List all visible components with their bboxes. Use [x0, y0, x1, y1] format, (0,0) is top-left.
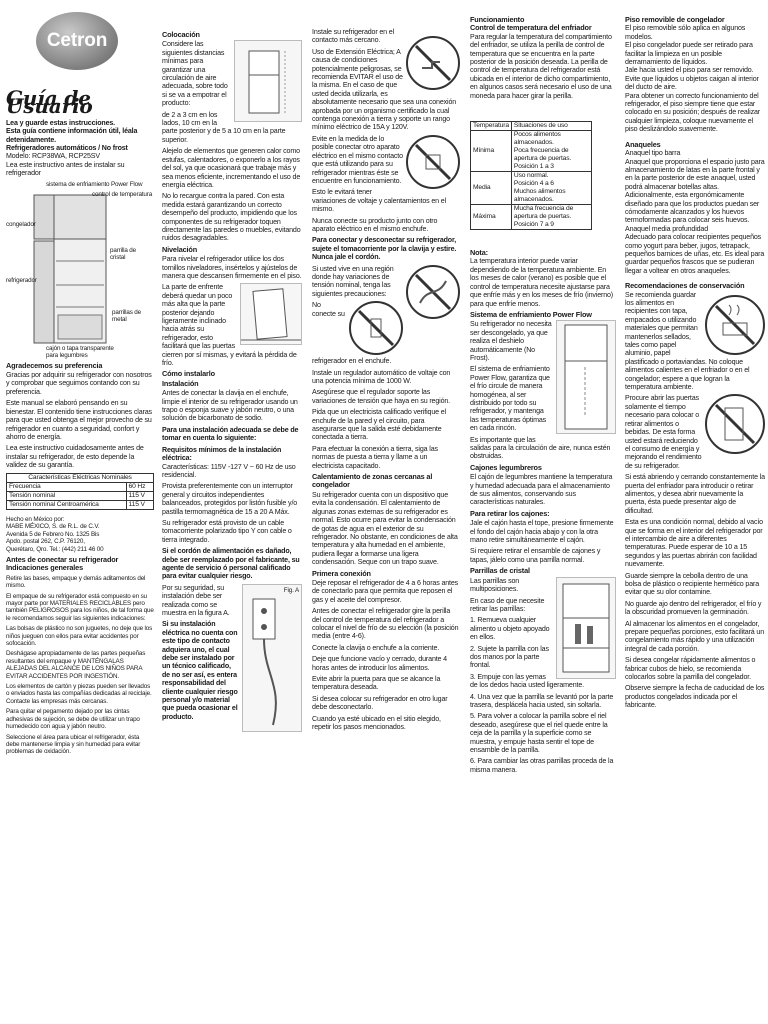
- intro-line: Lea y guarde estas instrucciones.: [6, 118, 115, 127]
- col3-para: Nunca conecte su producto junto con otro aparato eléctrico en el mismo enchufe.: [312, 216, 438, 233]
- calent-title: Calentamiento de zonas cercanas al congelador: [312, 472, 433, 490]
- col3-para: Evite en la medida de lo posible conectar otro aparato eléctrico en el mismo contacto que está utilizando para su refrigerador mientras éste se encuentre en funcionamiento.: [312, 134, 403, 185]
- colocacion-para: No lo recargue contra la pared. Con esta medida estará garantizando un correcto desempeño del producto, impidiendo que los componentes de su refrigerador toquen directamente las paredes o muebles, evitando ruidos desagradables.: [162, 192, 301, 243]
- recom-para: Se recomienda guardar los alimentos en recipientes con tapa, empacados o utilizando materiales que permitan mantenerlos sellados, tales como papel aluminio, papel plastificado o portaviandas. No coloque alimentos calientes en el enfriador o en el congelador; espere a que logran la temperatura ambiente.: [625, 290, 750, 392]
- piso-title: Piso removible de congelador: [625, 15, 725, 24]
- pf-para: Es importante que las salidas para la circulación de aire, nunca estén obstruidas.: [470, 435, 611, 461]
- table-row: Temperatura Situaciones de uso: [471, 122, 592, 131]
- parr-para: 6. Para cambiar las otras parrillas proceda de la misma manera.: [470, 757, 614, 774]
- column-2: [162, 0, 302, 1024]
- col3-para: Esto le evitará tener variaciones de voltaje y calentamientos en el mismo.: [312, 188, 447, 214]
- indic-title: Indicaciones generales: [6, 563, 84, 573]
- thanks-para: Este manual se elaboró pensando en su bienestar. El contenido tiene instrucciones claras para que usted obtenga el mejor provecho de su refrigerador en cuanto a seguridad, confort y ahorro de energía.: [6, 399, 152, 441]
- primera-para: Cuando ya esté ubicado en el sitio elegido, repetir los pasos mencionados.: [312, 714, 441, 732]
- retirar-para: Si requiere retirar el ensamble de cajones y tapas, jálelo como una parrilla normal.: [470, 547, 601, 564]
- col3-para: No conecte su refrigerador en el enchufe.: [312, 301, 392, 366]
- col3-para: Instale un regulador automático de voltaje con una potencia mínima de 1000 W.: [312, 368, 451, 385]
- table-row: Tensión nominal 115 V: [7, 491, 154, 500]
- cajon-para: El cajón de legumbres mantiene la temperatura y humedad adecuada para el almacenamiento de sus alimentos, conservando sus características naturales.: [470, 473, 613, 507]
- thanks-title: Agradecemos su preferencia: [6, 360, 103, 370]
- recom-title: Recomendaciones de conservación: [625, 281, 745, 291]
- cord-warning: Si el cordón de alimentación es dañado, debe ser reemplazado por el fabricante, su agente de servicio ó personal calificado para evitar cualquier riesgo.: [162, 547, 300, 581]
- outlet-figure: [242, 584, 302, 732]
- instalacion-title: Instalación: [162, 378, 199, 388]
- elec-table-caption: Características Eléctricas Nominales: [6, 473, 154, 482]
- parr-para: 5. Para volver a colocar la parrilla sobre el riel deseado, asegúrese que el riel quede entre la ceja de la parrilla y la superficie como se muestra, y empuje hasta sentir el tope de ensamble de la parrilla.: [470, 712, 608, 754]
- diagram-label: parrillas de metal: [112, 308, 141, 324]
- anaq-para: Adecuado para colocar recipientes pequeños como yogurt para beber, jugos, tetrapack, pequeños barnices de uñas, etc. Es ideal para guardar pequeños frascos que se pudieran llegar a voltear en otros anaqueles.: [625, 233, 765, 275]
- req-para: Provista preferentemente con un interruptor general y circuitos independientes balanceados, protegidos por listón fusible y/o pastilla termomagnética de 15 a 20 A Máx.: [162, 482, 298, 516]
- table-row: Máxima Mucha frecuencia de apertura de puertas. Posición 7 a 9: [471, 205, 592, 230]
- col3-para: Para efectuar la conexión a tierra, siga las normas de puesta a tierra y llame a un electricista capacitado.: [312, 444, 438, 470]
- colocacion-para: Alejelo de elementos que generen calor como estufas, calentadores, o exponerlo a los rayos del sol, ya que ocasionará que trabaje más y sea menos eficiente, incrementando el uso de energía eléctrica.: [162, 147, 301, 189]
- power-flow-figure: [556, 320, 616, 434]
- indic-para: Retire las bases, empaque y demás aditamentos del mismo.: [6, 574, 146, 590]
- col3-para: Pida que un electricista calificado verifique el enchufe de la pared y el circuito, para asegurarse que la salida esté debidamente conectada a tierra.: [312, 408, 446, 442]
- indic-para: Deshágase apropiadamente de las partes pequeñas resultantes del empaque y MANTÉNGALAS ALEJADAS DEL ALCANCE DE LOS NIÑOS PARA EVITAR ACCIDENTES POR INGESTIÓN.: [6, 650, 146, 680]
- thanks-para: Lea este instructivo cuidadosamente antes de instalar su refrigerador, de esto depende la validez de su garantía.: [6, 444, 144, 470]
- indic-para: Los elementos de cartón y piezas pueden ser llevados o enviados hasta las compañías dedicadas al reciclaje. Contacte las empresas más cercanas.: [6, 683, 152, 705]
- model-text: Modelo: RCP38WA, RCP25SV: [6, 152, 100, 161]
- retirar-title: Para retirar los cajones:: [470, 508, 550, 518]
- calent-para: Su refrigerador cuenta con un dispositivo que evita la condensación. El calentamiento de algunas zonas externas de su refrigerador es normal. Esto ocurre para evitar la condensación de gotas de agua en el exterior de su refrigerador. No obstante, en condiciones de alta temperatura y alta humedad en el ambiente, pudiera llegar a formarse una ligera condensación. Seque con un trapo suave.: [312, 490, 458, 567]
- req-title: Requisitos mínimos de la instalación eléctrica:: [162, 445, 282, 463]
- indic-para: Para quitar el pegamento dejado por las cintas adhesivas de sujeción, se debe de utilizar un trapo humedecido con agua y jabón neutro.: [6, 708, 140, 731]
- nivel-title: Nivelación: [162, 244, 197, 254]
- anaq-title: Anaqueles: [625, 139, 661, 149]
- ctrl-title: Control de temperatura del enfriador: [470, 23, 592, 33]
- primera-title: Primera conexión: [312, 568, 371, 578]
- seguridad-para: Por su seguridad, su instalación debe ser realizada como se muestra en la figura A.: [162, 583, 230, 617]
- table-row: Tensión nominal Centroamérica 115 V: [7, 500, 154, 509]
- parr-para: 2. Sujete la parrilla con las dos manos por la parte frontal.: [470, 644, 549, 670]
- column-3: [312, 0, 460, 1024]
- ctrl-para: Para regular la temperatura del compartimiento del enfriador, se utiliza la perilla de control de temperatura que se encuentra en la parte posterior de la posición deseada. La perilla de control de temperatura del refrigerador está ubicada en el interior de dicho compartimiento, en algunos casos será necesario el uso de una moneda para hacer girar la perilla.: [470, 32, 612, 100]
- parr-para: En caso de que necesite retirar las parrillas:: [470, 596, 545, 613]
- table-row: Mínima Pocos alimentos almacenados. Poca frecuencia de apertura de puertas. Posición 1 a 3: [471, 131, 592, 172]
- piso-para: Evite que líquidos u objetos caigan al interior del ducto de aire.: [625, 74, 759, 92]
- no-open-door-icon: [705, 394, 765, 454]
- recom-para: Procure abrir las puertas solamente el tiempo necesario para colocar o retirar alimentos o bebidas. De esta forma usted estará reduciendo el consumo de energía y mejorando el rendimiento de su refrigerador.: [625, 394, 702, 470]
- no-cuenta-para: Si su instalación eléctrica no cuenta con este tipo de contacto adquiera uno, el cual debe ser instalado por un técnico calificado, de no ser así, es entera responsabilidad del cliente cualquier riesgo personal y/o material que pueda ocasionar el producto.: [162, 620, 238, 721]
- elec-table: [6, 482, 154, 510]
- recom-para: Si está abriendo y cerrando constantemente la puerta del enfriador para introducir o retirar alimentos, y desea abrir nuevamente la puerta, ésta puede presentar algo de dificultad.: [625, 473, 765, 515]
- shelf-figure: [556, 577, 616, 679]
- fig-a-label: Fig. A: [283, 586, 299, 594]
- pf-para: Su refrigerador no necesita ser descongelado, ya que realiza el deshielo automáticamente (No Frost).: [470, 320, 552, 362]
- nivel-para: Para nivelar el refrigerador utilice los dos tornillos niveladores, insértelos y ajústelos de manera que descansen firmemente en el piso.: [162, 255, 302, 280]
- nivel-para: La parte de enfrente deberá quedar un poco más alta que la parte posterior dejando ligeramente inclinado hacia atrás su refrigerador, esto facilitará que las puertas cierren por sí mismas, y evitará la pérdida de frío.: [162, 283, 297, 368]
- recom-para: No guarde ajo dentro del refrigerador, el frío y la obscuridad promueven la germinación.: [625, 599, 762, 617]
- parr-title: Parrillas de cristal: [470, 566, 530, 576]
- column-4: [470, 0, 616, 1024]
- diagram-label: sistema de enfriamiento Power Flow: [46, 180, 143, 188]
- no-plug-icon: [349, 301, 403, 355]
- parr-para: Las parrillas son multiposiciones.: [470, 576, 520, 594]
- intro-line: Esta guía contiene información útil, léala detenidamente.: [6, 127, 138, 144]
- parr-para: 3. Empuje con las yemas de los dedos hacia usted ligeramente.: [470, 672, 584, 690]
- no-pull-cord-icon: [406, 265, 460, 319]
- indic-para: Las bolsas de plástico no son juguetes, no deje que los niños jueguen con ellos para evitar accidentes por sofocación.: [6, 625, 153, 648]
- anaq-para: Anaquel media profundidad: [625, 224, 709, 233]
- recom-para: Observe siempre la fecha de caducidad de los productos congelados indicada por el fabricante.: [625, 684, 765, 710]
- made-in-block: Hecho en México por: MABE MÉXICO, S. de R.L. de C.V. Avenida 5 de Febrero No. 1325 Bis Apdo. postal 262, C.P. 76120, Querétaro, Qro. Tel.: (442) 211 46 00: [6, 515, 104, 553]
- nota-title: Nota:: [470, 248, 488, 258]
- diagram-label: control de temperatura: [92, 190, 153, 198]
- req-para: Su refrigerador está provisto de un cable tomacorriente polarizado tipo Y con cable o tierra integrado.: [162, 518, 292, 544]
- instalacion-para: Antes de conectar la clavija en el enchufe, limpie el interior de su refrigerador usando un trapo o esponja suave y jabón neutro, o una solución de bicarbonato de sodio.: [162, 389, 298, 423]
- diagram-label: cajón o tapa transparente para legumbres: [46, 344, 114, 360]
- piso-para: El piso congelador puede ser retirado para facilitar la limpieza en un posible derramamiento de líquidos.: [625, 41, 753, 67]
- column-5: [625, 0, 765, 1024]
- colocacion-title: Colocación: [162, 30, 200, 39]
- colocacion-para: Considere las siguientes distancias mínimas para garantizar una circulación de aire adecuada, sobre todo si se va a empotrar el producto:: [162, 40, 228, 108]
- func-title: Funcionamiento: [470, 15, 525, 24]
- column-1: [6, 0, 154, 1024]
- thanks-para: Gracias por adquirir su refrigerador con nosotros y comprobar que seguimos contando con su preferencia.: [6, 371, 152, 396]
- recom-para: Guarde siempre la cebolla dentro de una bolsa de plástico o recipiente hermético para evitar que su olor contamine.: [625, 571, 760, 597]
- fridge-clearance-figure: [234, 40, 302, 122]
- col3-para: Instale su refrigerador en el contacto más cercano.: [312, 28, 395, 45]
- primera-para: Antes de conectar el refrigerador gire la perilla del control de temperatura del refrigerador a colocar el nivel de frío de su elección (la posición media (entre 4-6).: [312, 607, 459, 641]
- parr-para: 1. Remueva cualquier alimento u objeto apoyado en ellos.: [470, 616, 550, 642]
- req-text: Características: 115V -127 V ~ 60 Hz de uso residencial.: [162, 462, 296, 479]
- no-multiplug-icon: [406, 135, 460, 189]
- instalarlo-title: Cómo instalarlo: [162, 369, 215, 379]
- nota-para: La temperatura interior puede variar dependiendo de la temperatura ambiente. En los meses de calor (verano) es posible que el control de temperatura necesite ajustarse para que enfríe más y en los meses de frío (invierno) para que enfríe menos.: [470, 257, 614, 308]
- col3-para: Uso de Extensión Eléctrica; A causa de condiciones potencialmente peligrosas, se recomienda EVITAR el uso de la misma. En el caso de que usted decida utilizarla, es absolutamente necesario que sea una conexión aprobada por un organismo certificado la cual contenga conexión a tierra y soporte un rango mínimo eléctrico de 15A y 120V.: [312, 47, 457, 132]
- col3-para: Si usted vive en una región donde hay variaciones de tensión nominal, tenga las siguientes precauciones:: [312, 264, 394, 298]
- fridge-diagram: [6, 181, 154, 359]
- table-row: Frecuencia 60 Hz: [7, 482, 154, 491]
- primera-para: Si desea colocar su refrigerador en otro lugar debe desconectarlo.: [312, 694, 448, 712]
- col3-para: Para conectar y desconectar su refrigerador, sujete el tomacorriente por la clavija y estire. Nunca jale el cordón.: [312, 236, 457, 262]
- primera-para: Conecte la clavija o enchufe a la corriente.: [312, 643, 440, 652]
- parr-para: 4. Una vez que la parrilla se levantó por la parte trasera, desplácela hacia usted, sin soltarla.: [470, 692, 614, 709]
- diagram-label: refrigerador: [6, 276, 37, 284]
- retirar-para: Jale el cajón hasta el tope, presione firmemente el fondo del cajón hacia abajo y con la otra mano retire simultáneamente el cajón.: [470, 519, 614, 545]
- indic-para: El empaque de su refrigerador está compuesto en su mayor parte por MATERIALES RECICLABLES pero también PELIGROSOS para los niños, de tal forma que le recomendamos seguir las siguientes indicaciones:: [6, 592, 154, 622]
- recom-para: Esta es una condición normal, debido al vacío que se forma en el interior del refrigerador por el intercambio de aire a diferentes temperaturas. Puede esperar de 10 a 15 segundos y las puertas abrirán con facilidad nuevamente.: [625, 518, 763, 569]
- colocacion-para: de 2 a 3 cm en los lados, 10 cm en la parte posterior y de 5 a 10 cm en la parte superior.: [162, 110, 286, 144]
- intro-line: Refrigeradores automáticos / No frost: [6, 144, 128, 153]
- piso-para: Jale hacia usted el piso para ser removido.: [625, 66, 754, 75]
- piso-para: El piso removible sólo aplica en algunos modelos.: [625, 24, 746, 41]
- pf-para: El sistema de enfriamiento Power Flow, garantiza que el frío circule de manera homogénea, al ser distribuido por todo su refrigerador, y mantenga las temperaturas óptimas en cada rincón.: [470, 365, 550, 433]
- col3-para: Asegúrese que el regulador soporte las variaciones de tensión que haya en su región.: [312, 388, 450, 405]
- cajon-title: Cajones legumbreros: [470, 462, 542, 472]
- no-extension-icon: [406, 36, 460, 90]
- recom-para: Si desea congelar rápidamente alimentos o fabricar cubos de hielo, se recomienda colocarlos sobre la parrilla del congelador.: [625, 656, 756, 682]
- indic-para: Seleccione el área para ubicar el refrigerador, ésta debe mantenerse limpia y sin humedad para evitar problemas de oxidación.: [6, 733, 141, 756]
- diagram-label: congelador: [6, 220, 36, 228]
- anaq-para: Anaquel tipo barra: [625, 149, 681, 158]
- leveling-figure: [240, 283, 302, 345]
- recom-para: Al almacenar los alimentos en el congelador, prepare pequeñas porciones, esto facilitará un congelamiento más rápido y una utilización integral de cada porción.: [625, 619, 765, 653]
- primera-para: Evite abrir la puerta para que se alcance la temperatura deseada.: [312, 675, 441, 692]
- table-row: Media Uso normal. Posición 4 a 6 Muchos alimentos almacenados.: [471, 172, 592, 205]
- pf-title: Sistema de enfriamiento Power Flow: [470, 309, 592, 319]
- primera-para: Deje reposar el refrigerador de 4 a 6 horas antes de conectarlo para que permita que reposen el gas y el aceite del compresor.: [312, 578, 459, 604]
- temp-table: [470, 121, 592, 230]
- primera-para: Deje que funcione vacío y cerrado, durante 4 horas antes de introducir los alimentos.: [312, 655, 447, 672]
- guide-title: Guía de Usuario: [6, 86, 93, 119]
- install-tomar: Para una instalación adecuada se debe de tomar en cuenta lo siguiente:: [162, 425, 299, 443]
- read-before-text: Lea este instructivo antes de instalar su refrigerador: [6, 160, 125, 178]
- piso-para: Para obtener un correcto funcionamiento del refrigerador, el piso siempre tiene que estar colocado en su posición; después de realizar cualquier limpieza, coloque nuevamente el piso deslizándolo suavemente.: [625, 91, 760, 134]
- anaq-para: Anaquel que proporciona el espacio justo para almacenamiento de latas en la parte frontal y en la parte posterior de este anaquel, usted podrá almacenar botellas altas. Adicionalmente, esta ergonómicamente diseñado para que los productos puedan ser cómodamente alcanzados y los huevos termoformadas para colocar seis huevos.: [625, 157, 765, 225]
- diagram-label: parrilla de cristal: [110, 246, 137, 262]
- no-hot-food-icon: [705, 295, 765, 355]
- cetron-logo: Cetron: [36, 12, 118, 70]
- before-title: Antes de conectar su refrigerador: [6, 554, 119, 564]
